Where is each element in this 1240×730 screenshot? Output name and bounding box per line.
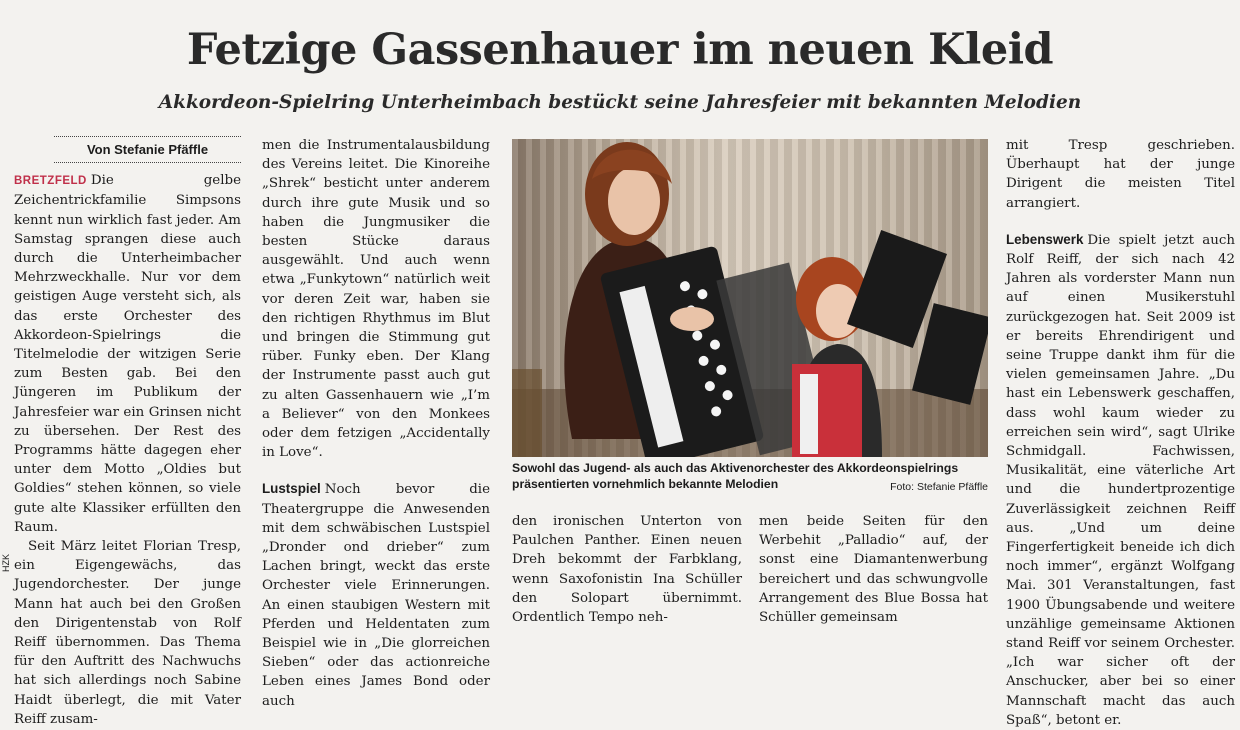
paragraph-text: Noch bevor die Theatergruppe die Anwesenden mit dem schwäbischen Lustspiel „Dronder ond drieber“ zum Lachen bringt, weckt das erste Orchester viele Erinnerungen. An einen staubigen Western mit Pferden und Heldentaten zum Beispiel wie in „Die glorreichen Sieben“ oder das actionreiche Leben eines James Bond oder auch (262, 482, 490, 709)
column-1 (14, 136, 241, 729)
paragraph: mit Tresp geschrieben. Überhaupt hat der junge Dirigent die meisten Titel arrangiert. (1006, 138, 1235, 211)
photo-illustration (512, 139, 988, 457)
column-2 (262, 136, 490, 711)
paragraph-text: Die spielt jetzt auch Rolf Reiff, der sich nach 42 Jahren als vorderster Mann nun auf einen Musikerstuhl zurückgezogen hat. Seit 2009 ist er bereits Ehrendirigent und seine Truppe dankt ihm für die vielen gemeinsamen Jahre. „Du hast ein Lebenswerk geschaffen, dass wohl kaum wieder zu erreichen sein wird“, sagt Ulrike Schmidgall. Fachwissen, Musikalität, eine väterliche Art und die hundertprozentige Zuverlässigkeit zeichnen Reiff aus. „Und um deine Fingerfertigkeit beneide ich dich noch immer“, ergänzt Wolfgang Mai. 301 Veranstaltungen, fast 1900 Übungsabende und weitere unzählige gemeinsame Aktionen stand Reiff vor seinem Orchester. „Ich war sicher oft der Anschucker, aber bei so einer Mannschaft macht das auch Spaß“, betont er. (1006, 232, 1235, 728)
photo-credit: Foto: Stefanie Pfäffle (890, 481, 988, 493)
paragraph: men die Instrumentalausbildung des Vereins leitet. Die Kinoreihe „Shrek“ besticht unter anderem durch ihre gute Musik und so haben die Jungmusiker die besten Stücke daraus ausgewählt. Und auch wenn etwa „Funkytown“ natürlich weit vor deren Zeit war, haben sie den richtigen Rhythmus im Blut und bringen die Stimmung gut rüber. Funky eben. Der Klang der Instrumente passt auch gut zu alten Gassenhauern wie „I’m a Believer“ von den Monkees oder dem fetzigen „Accidentally in Love“. (262, 138, 490, 461)
column-4 (759, 512, 988, 627)
side-mark: HZK (1, 554, 11, 572)
paragraph (14, 171, 241, 537)
paragraph: Seit März leitet Florian Tresp, ein Eigengewächs, das Jugendorchester. Der junge Mann hat auch bei den Großen den Dirigentenstab von Rolf Reiff übernommen. Das Thema für den Auftritt des Nachwuchs hat sich allerdings noch Sabine Haidt überlegt, die mit Vater Reiff zusam- (14, 539, 241, 727)
column-3 (512, 512, 742, 627)
paragraph: den ironischen Unterton von Paulchen Panther. Einen neuen Dreh bekommt der Farbklang, wenn Saxofonistin Ina Schüller den Solopart übernimmt. Ordentlich Tempo neh- (512, 514, 742, 626)
byline: Von Stefanie Pfäffle (54, 136, 241, 163)
paragraph-text: Die gelbe Zeichentrickfamilie Simpsons kennt nun wirklich fast jeder. Am Samstag sprangen diese auch durch die Unterheimbacher Mehrzweckhalle. Nur vor dem geistigen Auge versteht sich, als das erste Orchester des Akkordeon-Spielrings die Titelmelodie der witzigen Serie zum Besten gab. Bei den Jüngeren im Publikum der Jahresfeier war ein Grinsen nicht zu übersehen. Der Rest des Programms hätte dagegen eher unter dem Motto „Oldies but Goldies“ stehen können, so viele gute alte Klassiker erfüllten den Raum. (14, 173, 241, 535)
subheading-lustspiel: Lustspiel (262, 481, 321, 497)
subheading-lebenswerk: Lebenswerk (1006, 231, 1084, 247)
article-photo (512, 139, 988, 457)
column-5 (1006, 136, 1235, 730)
paragraph: men beide Seiten für den Werbehit „Palladio“ auf, der sonst eine Diamantenwerbung bereichert und das schwungvolle Arrangement des Blue Bossa hat Schüller gemeinsam (759, 514, 988, 626)
paragraph (262, 479, 490, 710)
photo-caption: Sowohl das Jugend- als auch das Aktivenorchester des Akkordeonspielrings präsentierten vornehmlich bekannte Melodien (512, 461, 959, 491)
subheadline: Akkordeon-Spielring Unterheimbach bestückt seine Jahresfeier mit bekannten Melodien (158, 92, 1082, 113)
headline: Fetzige Gassenhauer im neuen Kleid (186, 25, 1054, 75)
paragraph (1006, 230, 1235, 730)
dateline: BRETZFELD (14, 175, 87, 188)
